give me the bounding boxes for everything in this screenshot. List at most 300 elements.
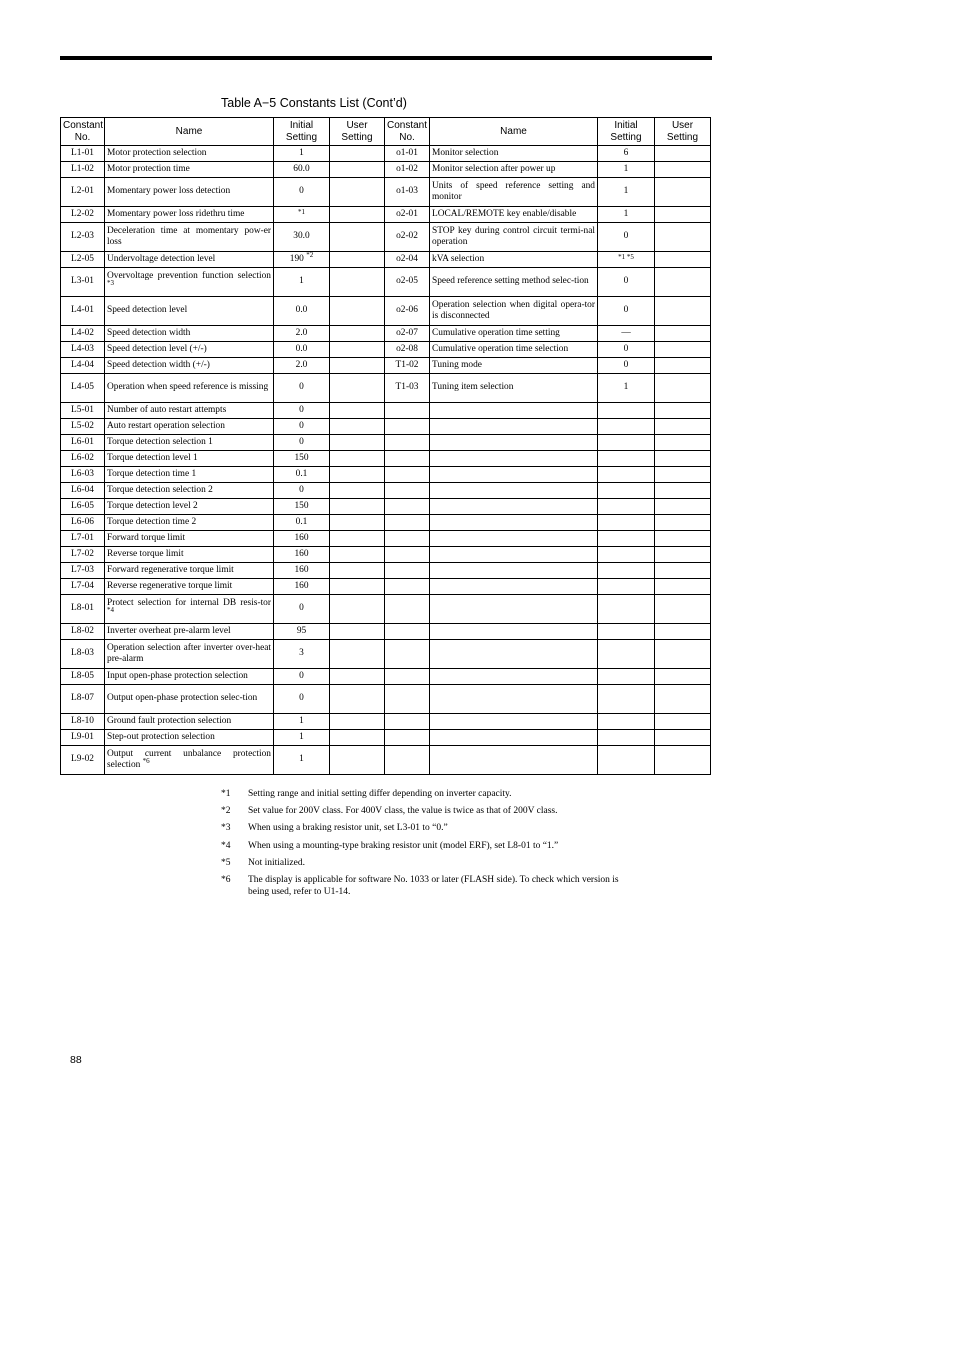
constant-no-cell bbox=[61, 268, 105, 297]
initial-setting-cell bbox=[598, 207, 655, 223]
constant-no-cell bbox=[385, 342, 430, 358]
constant-no-cell bbox=[385, 178, 430, 207]
name-cell bbox=[430, 223, 598, 252]
table-row bbox=[61, 547, 711, 563]
name-cell bbox=[105, 178, 274, 207]
constant-no-cell bbox=[61, 297, 105, 326]
top-rule bbox=[60, 56, 712, 60]
user-setting-cell bbox=[330, 483, 385, 499]
name-cell-text: Speed detection level (+/-) bbox=[107, 343, 207, 354]
user-setting-cell bbox=[330, 531, 385, 547]
constant-no-cell-text: L9-02 bbox=[71, 754, 94, 765]
initial-setting-cell-text: 0 bbox=[623, 343, 629, 354]
name-cell bbox=[430, 499, 598, 515]
constant-no-cell-text: o1-03 bbox=[396, 186, 418, 197]
initial-setting-cell bbox=[598, 746, 655, 775]
initial-setting-cell bbox=[598, 669, 655, 685]
name-cell bbox=[105, 467, 274, 483]
initial-setting-cell bbox=[274, 342, 330, 358]
constant-no-cell bbox=[61, 326, 105, 342]
footnote bbox=[221, 857, 641, 869]
constant-no-cell-text: L8-10 bbox=[71, 715, 94, 726]
constant-no-cell bbox=[385, 547, 430, 563]
name-cell bbox=[105, 326, 274, 342]
name-cell-text: Number of auto restart attempts bbox=[107, 404, 227, 415]
initial-setting-cell-text: 150 bbox=[294, 452, 309, 463]
footnote-mark: *6 bbox=[221, 874, 231, 885]
constant-no-cell bbox=[385, 419, 430, 435]
table-header-row bbox=[61, 118, 711, 146]
initial-setting-cell bbox=[598, 483, 655, 499]
initial-setting-cell-text: 6 bbox=[623, 147, 629, 158]
constant-no-cell bbox=[61, 595, 105, 624]
table-row bbox=[61, 531, 711, 547]
table-row bbox=[61, 207, 711, 223]
name-cell bbox=[105, 746, 274, 775]
constant-no-cell-text: o2-07 bbox=[396, 327, 418, 338]
initial-setting-cell bbox=[598, 358, 655, 374]
initial-setting-cell bbox=[598, 419, 655, 435]
constant-no-cell-text: L6-06 bbox=[71, 516, 94, 527]
name-cell bbox=[430, 746, 598, 775]
name-cell-text: Tuning item selection bbox=[432, 382, 514, 393]
name-cell bbox=[105, 419, 274, 435]
name-cell bbox=[430, 326, 598, 342]
name-cell bbox=[105, 223, 274, 252]
name-cell bbox=[105, 146, 274, 162]
initial-setting-cell bbox=[598, 223, 655, 252]
constant-no-cell-text: L6-03 bbox=[71, 468, 94, 479]
constant-no-cell bbox=[61, 162, 105, 178]
table-caption: Table A−5 Constants List (Cont’d) bbox=[221, 96, 407, 110]
constant-no-cell bbox=[385, 640, 430, 669]
user-setting-cell bbox=[655, 326, 711, 342]
constant-no-cell bbox=[385, 162, 430, 178]
name-cell-text: Speed detection level bbox=[107, 305, 188, 316]
table-row bbox=[61, 268, 711, 297]
constant-no-cell bbox=[61, 252, 105, 268]
header-name: Name bbox=[430, 118, 598, 146]
initial-setting-cell-text: 1 bbox=[623, 186, 629, 197]
header-constant-no: Constant No. bbox=[61, 118, 105, 146]
constant-no-cell-text: L1-02 bbox=[71, 163, 94, 174]
initial-setting-cell bbox=[598, 467, 655, 483]
initial-setting-cell bbox=[598, 435, 655, 451]
table-row bbox=[61, 563, 711, 579]
user-setting-cell bbox=[655, 595, 711, 624]
user-setting-cell bbox=[655, 499, 711, 515]
initial-setting-cell-text: 0 bbox=[299, 420, 304, 431]
constant-no-cell-text: o2-01 bbox=[396, 208, 418, 219]
initial-setting-cell bbox=[274, 403, 330, 419]
footnote bbox=[221, 874, 641, 898]
footnote-mark: *2 bbox=[221, 806, 231, 817]
name-cell-text: Speed detection width (+/-) bbox=[107, 359, 210, 370]
name-cell-text: Torque detection time 1 bbox=[107, 468, 197, 479]
constant-no-cell-text: L7-04 bbox=[71, 580, 94, 591]
constant-no-cell bbox=[385, 499, 430, 515]
table-row bbox=[61, 730, 711, 746]
constant-no-cell bbox=[61, 342, 105, 358]
constant-no-cell bbox=[61, 483, 105, 499]
name-cell bbox=[430, 342, 598, 358]
initial-setting-cell-text: 60.0 bbox=[293, 163, 310, 174]
name-cell-text: Ground fault protection selection bbox=[107, 715, 232, 726]
table-row bbox=[61, 358, 711, 374]
initial-setting-cell bbox=[598, 342, 655, 358]
name-cell bbox=[430, 268, 598, 297]
constant-no-cell bbox=[385, 669, 430, 685]
constant-no-cell bbox=[61, 746, 105, 775]
name-cell bbox=[430, 178, 598, 207]
initial-setting-cell bbox=[274, 746, 330, 775]
user-setting-cell bbox=[655, 579, 711, 595]
name-cell-text: Torque detection time 2 bbox=[107, 516, 197, 527]
constant-no-cell bbox=[61, 451, 105, 467]
constant-no-cell-text: o2-02 bbox=[396, 231, 418, 242]
initial-setting-cell bbox=[598, 146, 655, 162]
constant-no-cell bbox=[61, 624, 105, 640]
initial-setting-cell bbox=[274, 624, 330, 640]
user-setting-cell bbox=[655, 342, 711, 358]
name-cell bbox=[430, 685, 598, 714]
initial-setting-cell bbox=[274, 685, 330, 714]
initial-setting-cell-text: — bbox=[621, 327, 631, 338]
constant-no-cell bbox=[61, 499, 105, 515]
initial-setting-cell bbox=[274, 435, 330, 451]
user-setting-cell bbox=[330, 547, 385, 563]
initial-setting-cell-text: 1 bbox=[623, 163, 629, 174]
user-setting-cell bbox=[655, 358, 711, 374]
initial-setting-cell-text: 2.0 bbox=[295, 327, 308, 338]
user-setting-cell bbox=[330, 374, 385, 403]
initial-setting-cell bbox=[274, 531, 330, 547]
name-cell bbox=[105, 563, 274, 579]
name-cell bbox=[430, 451, 598, 467]
initial-setting-cell bbox=[598, 714, 655, 730]
constant-no-cell bbox=[385, 579, 430, 595]
constant-no-cell bbox=[61, 669, 105, 685]
name-cell bbox=[105, 595, 274, 624]
initial-setting-cell-text: 1 bbox=[623, 208, 629, 219]
name-cell-text: Momentary power loss ridethru time bbox=[107, 208, 245, 219]
table-row bbox=[61, 252, 711, 268]
initial-setting-cell-text: *1 *5 bbox=[618, 252, 634, 261]
table-row bbox=[61, 685, 711, 714]
name-cell bbox=[105, 730, 274, 746]
name-cell bbox=[430, 579, 598, 595]
initial-setting-cell-text: 1 bbox=[299, 754, 304, 765]
name-cell-text: Forward torque limit bbox=[107, 532, 186, 543]
constant-no-cell-text: L8-07 bbox=[71, 693, 94, 704]
initial-setting-cell bbox=[598, 515, 655, 531]
initial-setting-cell bbox=[274, 467, 330, 483]
initial-setting-cell bbox=[598, 252, 655, 268]
initial-setting-cell-text: 2.0 bbox=[295, 359, 308, 370]
name-cell bbox=[430, 435, 598, 451]
name-cell bbox=[105, 547, 274, 563]
user-setting-cell bbox=[330, 435, 385, 451]
constant-no-cell bbox=[61, 579, 105, 595]
user-setting-cell bbox=[655, 563, 711, 579]
initial-setting-cell bbox=[598, 451, 655, 467]
user-setting-cell bbox=[330, 730, 385, 746]
name-cell-text: Motor protection selection bbox=[107, 147, 207, 158]
initial-setting-cell-text: 0 bbox=[299, 186, 304, 197]
user-setting-cell bbox=[330, 326, 385, 342]
constant-no-cell bbox=[385, 207, 430, 223]
name-cell bbox=[430, 297, 598, 326]
page-number: 88 bbox=[70, 1054, 82, 1066]
user-setting-cell bbox=[330, 358, 385, 374]
name-cell-text: Undervoltage detection level bbox=[107, 253, 216, 264]
name-cell bbox=[430, 563, 598, 579]
initial-setting-cell bbox=[598, 268, 655, 297]
table-row bbox=[61, 714, 711, 730]
initial-setting-cell bbox=[274, 714, 330, 730]
user-setting-cell bbox=[655, 419, 711, 435]
name-cell bbox=[105, 714, 274, 730]
name-cell bbox=[105, 624, 274, 640]
constant-no-cell bbox=[61, 223, 105, 252]
name-cell-text: Auto restart operation selection bbox=[107, 420, 225, 431]
initial-setting-cell-text: *1 bbox=[298, 207, 305, 216]
footnote-mark: *1 bbox=[221, 789, 231, 799]
table-row bbox=[61, 467, 711, 483]
constant-no-cell-text: L3-01 bbox=[71, 276, 94, 287]
initial-setting-cell-text: 160 bbox=[294, 532, 309, 543]
name-cell-text: Overvoltage prevention function selection bbox=[107, 270, 271, 281]
header-user-setting: User Setting bbox=[330, 118, 385, 146]
footnote-text: Set value for 200V class. For 400V class, the value is twice as that of 200V class. bbox=[248, 806, 558, 817]
constant-no-cell-text: L7-02 bbox=[71, 548, 94, 559]
footnote-ref: *6 bbox=[142, 756, 150, 765]
name-cell bbox=[430, 515, 598, 531]
user-setting-cell bbox=[330, 207, 385, 223]
name-cell bbox=[105, 499, 274, 515]
initial-setting-cell bbox=[274, 515, 330, 531]
user-setting-cell bbox=[655, 178, 711, 207]
constant-no-cell-text: o1-02 bbox=[396, 163, 418, 174]
constant-no-cell bbox=[385, 268, 430, 297]
constant-no-cell-text: L2-03 bbox=[71, 231, 94, 242]
initial-setting-cell bbox=[598, 178, 655, 207]
initial-setting-cell bbox=[598, 624, 655, 640]
initial-setting-cell bbox=[274, 326, 330, 342]
name-cell-text: Torque detection selection 1 bbox=[107, 436, 213, 447]
initial-setting-cell bbox=[274, 579, 330, 595]
constant-no-cell bbox=[385, 515, 430, 531]
constant-no-cell bbox=[385, 467, 430, 483]
initial-setting-cell bbox=[598, 403, 655, 419]
table-row bbox=[61, 403, 711, 419]
name-cell bbox=[105, 342, 274, 358]
table-row bbox=[61, 374, 711, 403]
constant-no-cell bbox=[385, 223, 430, 252]
name-cell-text: Torque detection level 2 bbox=[107, 500, 198, 511]
constant-no-cell bbox=[61, 531, 105, 547]
initial-setting-cell-text: 0 bbox=[299, 693, 304, 704]
initial-setting-cell-text: 0 bbox=[299, 670, 304, 681]
initial-setting-cell-text: 150 bbox=[294, 500, 309, 511]
name-cell bbox=[430, 419, 598, 435]
constant-no-cell bbox=[385, 252, 430, 268]
footnote-mark: *4 bbox=[221, 840, 231, 851]
name-cell bbox=[430, 714, 598, 730]
footnote-text: The display is applicable for software No. 1033 or later (FLASH side). To check which version is being used, refer to U1-14. bbox=[248, 874, 619, 897]
user-setting-cell bbox=[330, 515, 385, 531]
constant-no-cell-text: L6-05 bbox=[71, 500, 94, 511]
name-cell-text: Reverse torque limit bbox=[107, 548, 184, 559]
initial-setting-cell-text: 0 bbox=[299, 382, 304, 393]
constant-no-cell-text: L6-02 bbox=[71, 452, 94, 463]
footnote-text: When using a mounting-type braking resistor unit (model ERF), set L8-01 to “1.” bbox=[248, 840, 559, 851]
constant-no-cell-text: L1-01 bbox=[71, 147, 94, 158]
initial-setting-cell bbox=[274, 223, 330, 252]
initial-setting-cell-text: 1 bbox=[623, 382, 629, 393]
initial-setting-cell-text: 0.1 bbox=[295, 516, 308, 527]
name-cell bbox=[430, 531, 598, 547]
constant-no-cell-text: L8-03 bbox=[71, 648, 94, 659]
initial-setting-cell-text: 160 bbox=[294, 548, 309, 559]
user-setting-cell bbox=[330, 714, 385, 730]
user-setting-cell bbox=[330, 223, 385, 252]
name-cell-text: Protect selection for internal DB resis-tor bbox=[107, 597, 271, 608]
initial-setting-cell-text: 0 bbox=[299, 404, 304, 415]
constant-no-cell-text: L4-01 bbox=[71, 305, 94, 316]
name-cell bbox=[430, 483, 598, 499]
user-setting-cell bbox=[655, 685, 711, 714]
constant-no-cell bbox=[385, 624, 430, 640]
user-setting-cell bbox=[330, 146, 385, 162]
constant-no-cell-text: L2-02 bbox=[71, 208, 94, 219]
table-row bbox=[61, 624, 711, 640]
constant-no-cell bbox=[61, 435, 105, 451]
table-row bbox=[61, 579, 711, 595]
constant-no-cell bbox=[385, 531, 430, 547]
name-cell bbox=[105, 268, 274, 297]
table-row bbox=[61, 499, 711, 515]
initial-setting-cell-text: 1 bbox=[299, 731, 304, 742]
user-setting-cell bbox=[330, 297, 385, 326]
constant-no-cell-text: T1-02 bbox=[395, 359, 419, 370]
name-cell bbox=[430, 467, 598, 483]
user-setting-cell bbox=[330, 624, 385, 640]
constant-no-cell-text: o2-06 bbox=[396, 305, 418, 316]
constant-no-cell-text: L8-01 bbox=[71, 603, 94, 614]
table-row bbox=[61, 162, 711, 178]
user-setting-cell bbox=[330, 746, 385, 775]
table-row bbox=[61, 746, 711, 775]
user-setting-cell bbox=[330, 640, 385, 669]
table-row bbox=[61, 178, 711, 207]
user-setting-cell bbox=[655, 207, 711, 223]
table-body bbox=[61, 146, 711, 775]
initial-setting-cell-text: 190 bbox=[289, 253, 304, 264]
initial-setting-cell bbox=[274, 547, 330, 563]
name-cell-text: LOCAL/REMOTE key enable/disable bbox=[432, 208, 577, 219]
name-cell-text: Cumulative operation time setting bbox=[432, 327, 560, 338]
user-setting-cell bbox=[655, 467, 711, 483]
initial-setting-cell-text: 0.0 bbox=[295, 343, 308, 354]
name-cell bbox=[430, 669, 598, 685]
initial-setting-cell bbox=[598, 531, 655, 547]
user-setting-cell bbox=[655, 435, 711, 451]
constant-no-cell bbox=[385, 483, 430, 499]
constant-no-cell bbox=[385, 297, 430, 326]
footnote bbox=[221, 822, 641, 834]
name-cell-text: Motor protection time bbox=[107, 163, 190, 174]
name-cell bbox=[430, 374, 598, 403]
initial-setting-cell bbox=[274, 595, 330, 624]
user-setting-cell bbox=[330, 563, 385, 579]
initial-setting-cell-text: 95 bbox=[296, 625, 307, 636]
constant-no-cell bbox=[385, 326, 430, 342]
constant-no-cell bbox=[385, 685, 430, 714]
table-row bbox=[61, 483, 711, 499]
initial-setting-cell-text: 30.0 bbox=[293, 231, 310, 242]
constant-no-cell bbox=[61, 207, 105, 223]
name-cell-text: Input open-phase protection selection bbox=[107, 670, 248, 681]
user-setting-cell bbox=[330, 252, 385, 268]
name-cell bbox=[105, 252, 274, 268]
name-cell bbox=[105, 374, 274, 403]
name-cell-text: Output current unbalance protection selection bbox=[107, 748, 271, 770]
constant-no-cell bbox=[61, 403, 105, 419]
header-name: Name bbox=[105, 118, 274, 146]
user-setting-cell bbox=[330, 162, 385, 178]
name-cell-text: Speed reference setting method selec-tion bbox=[432, 276, 589, 287]
initial-setting-cell-text: 1 bbox=[299, 715, 304, 726]
name-cell-text: Operation selection after inverter over-heat pre-alarm bbox=[107, 642, 271, 664]
name-cell-text: Monitor selection after power up bbox=[432, 163, 556, 174]
initial-setting-cell-text: 3 bbox=[299, 648, 304, 659]
user-setting-cell bbox=[655, 746, 711, 775]
constant-no-cell-text: o1-01 bbox=[396, 147, 418, 158]
table-row bbox=[61, 435, 711, 451]
name-cell-text: Cumulative operation time selection bbox=[432, 343, 569, 354]
name-cell bbox=[105, 640, 274, 669]
constant-no-cell bbox=[385, 595, 430, 624]
name-cell bbox=[105, 403, 274, 419]
name-cell-text: Tuning mode bbox=[432, 359, 482, 370]
initial-setting-cell bbox=[274, 483, 330, 499]
constant-no-cell bbox=[385, 435, 430, 451]
header-constant-no: Constant No. bbox=[385, 118, 430, 146]
table-row bbox=[61, 595, 711, 624]
name-cell-text: Output open-phase protection selec-tion bbox=[107, 693, 258, 704]
name-cell bbox=[430, 162, 598, 178]
name-cell-text: Operation when speed reference is missing bbox=[107, 382, 269, 393]
initial-setting-cell bbox=[598, 730, 655, 746]
initial-setting-cell bbox=[598, 499, 655, 515]
name-cell bbox=[430, 403, 598, 419]
initial-setting-cell-text: 0 bbox=[623, 359, 629, 370]
user-setting-cell bbox=[655, 252, 711, 268]
constant-no-cell bbox=[385, 714, 430, 730]
constant-no-cell-text: L5-02 bbox=[71, 420, 94, 431]
footnote bbox=[221, 840, 641, 852]
user-setting-cell bbox=[655, 640, 711, 669]
constant-no-cell-text: o2-05 bbox=[396, 276, 418, 287]
initial-setting-cell bbox=[274, 669, 330, 685]
footnote-mark: *5 bbox=[221, 857, 231, 868]
name-cell-text: Operation selection when digital opera-tor is disconnected bbox=[432, 299, 595, 321]
constant-no-cell bbox=[61, 640, 105, 669]
user-setting-cell bbox=[655, 146, 711, 162]
initial-setting-cell-text: 0 bbox=[623, 305, 629, 316]
user-setting-cell bbox=[330, 403, 385, 419]
